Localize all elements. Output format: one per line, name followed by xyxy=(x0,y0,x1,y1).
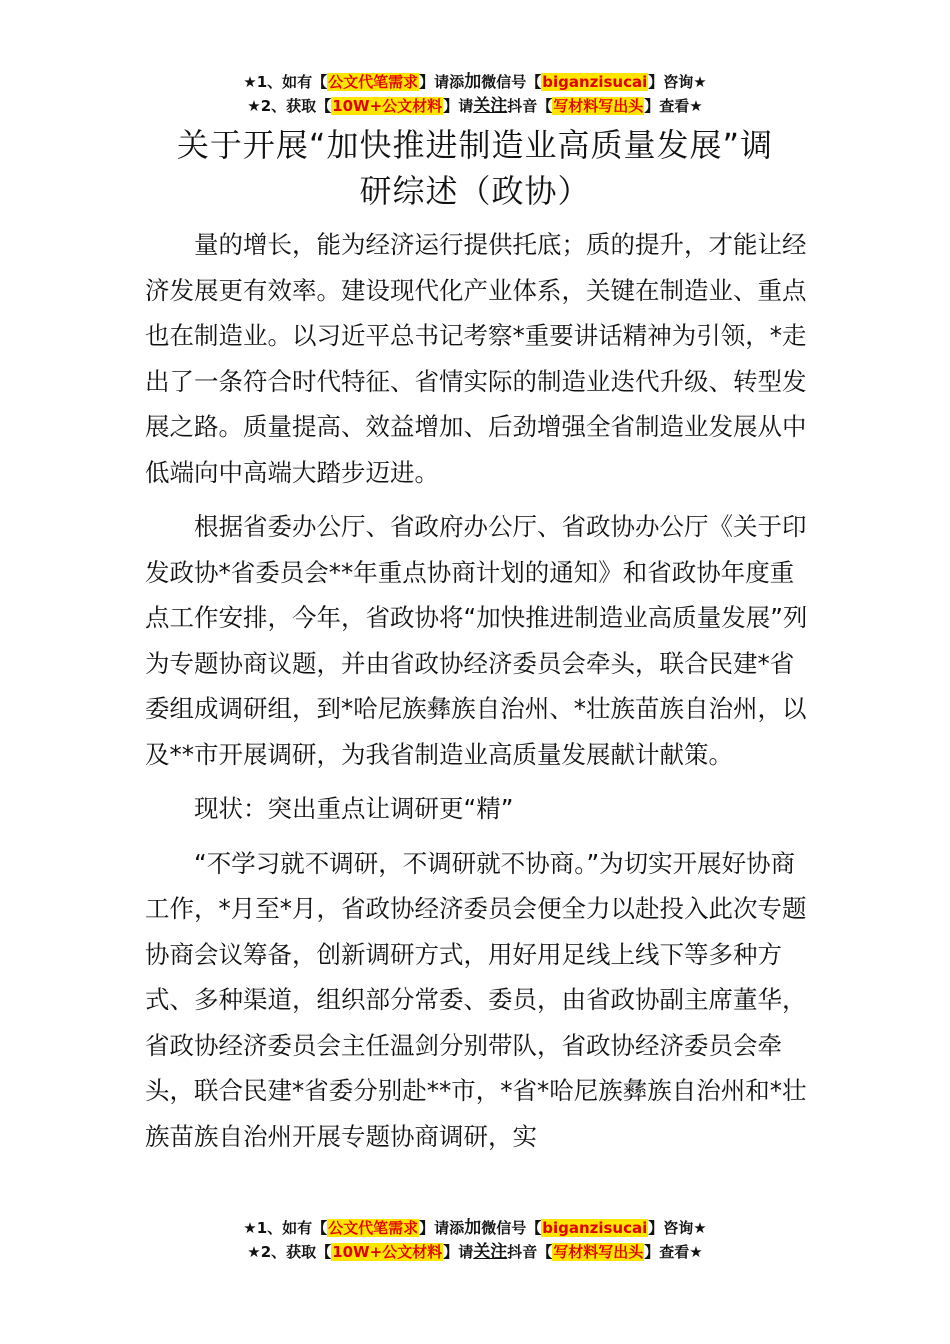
banner-line-2 xyxy=(0,94,950,118)
banner-text: 微信号【 xyxy=(481,73,542,91)
banner-text: 】请 xyxy=(443,1243,474,1261)
banner-text: 】请添 xyxy=(419,1219,465,1237)
banner-line-1 xyxy=(0,1216,950,1240)
highlight-douyin: 写材料写出头 xyxy=(553,1243,644,1261)
banner-line-2 xyxy=(0,1240,950,1264)
title-line-2: 研综述（政协） xyxy=(359,172,591,210)
banner-text: 关注 xyxy=(473,1242,508,1262)
highlight-ghostwriting: 公文代笔需求 xyxy=(328,1219,419,1237)
highlight-wechat-id: biganzisucai xyxy=(542,1219,648,1237)
highlight-wechat-id: biganzisucai xyxy=(542,73,648,91)
banner-text: ★2、获取【 xyxy=(247,97,332,115)
banner-text: 】咨询★ xyxy=(648,1219,707,1237)
document-body xyxy=(145,222,810,1168)
banner-text: 】请添 xyxy=(419,73,465,91)
banner-text: 】查看★ xyxy=(644,97,703,115)
banner-text: 】查看★ xyxy=(644,1243,703,1261)
highlight-douyin: 写材料写出头 xyxy=(553,97,644,115)
section-heading: 现状：突出重点让调研更“精” xyxy=(194,794,514,823)
banner-text: 】请 xyxy=(443,97,474,115)
banner-text: 抖音【 xyxy=(507,1243,553,1261)
banner-text: 微信号【 xyxy=(481,1219,542,1237)
paragraph: “不学习就不调研，不调研就不协商。”为切实开展好协商工作，*月至*月，省政协经济委员会便全力以赴投入此次专题协商会议筹备，创新调研方式，用好用足线上线下等多种方式、多种渠道，组织部分常委、委员，由省政协副主席董华，省政协经济委员会主任温剑分别带队，省政协经济委员会牵头，联合民建*省委分别赴**市，*省*哈尼族彝族自治州和*壮族苗族自治州开展专题协商调研，实 xyxy=(145,848,807,1151)
title-line-1: 关于开展“加快推进制造业高质量发展”调 xyxy=(176,126,774,164)
paragraph: 根据省委办公厅、省政府办公厅、省政协办公厅《关于印发政协*省委员会**年重点协商计划的通知》和省政协年度重点工作安排，今年，省政协将“加快推进制造业高质量发展”列为专题协商议题，并由省政协经济委员会牵头，联合民建*省委组成调研组，到*哈尼族彝族自治州、*壮族苗族自治州，以及**市开展调研，为我省制造业高质量发展献计献策。 xyxy=(145,512,808,769)
banner-text: ★1、如有【 xyxy=(243,1219,328,1237)
bottom-banner xyxy=(0,1216,950,1264)
top-banner xyxy=(0,70,950,118)
banner-text: ★2、获取【 xyxy=(247,1243,332,1261)
highlight-materials: 10W+公文材料 xyxy=(332,97,443,115)
banner-line-1 xyxy=(0,70,950,94)
highlight-materials: 10W+公文材料 xyxy=(332,1243,443,1261)
banner-text: 关注 xyxy=(473,96,508,116)
banner-text: 】咨询★ xyxy=(648,73,707,91)
document-title xyxy=(150,122,800,214)
highlight-ghostwriting: 公文代笔需求 xyxy=(328,73,419,91)
banner-text: ★1、如有【 xyxy=(243,73,328,91)
banner-text: 加 xyxy=(464,72,482,92)
paragraph: 量的增长，能为经济运行提供托底；质的提升，才能让经济发展更有效率。建设现代化产业体系，关键在制造业、重点也在制造业。以习近平总书记考察*重要讲话精神为引领，*走出了一条符合时代特征、省情实际的制造业迭代升级、转型发展之路。质量提高、效益增加、后劲增强全省制造业发展从中低端向中高端大踏步迈进。 xyxy=(145,230,807,487)
banner-text: 加 xyxy=(464,1218,482,1238)
banner-text: 抖音【 xyxy=(507,97,553,115)
